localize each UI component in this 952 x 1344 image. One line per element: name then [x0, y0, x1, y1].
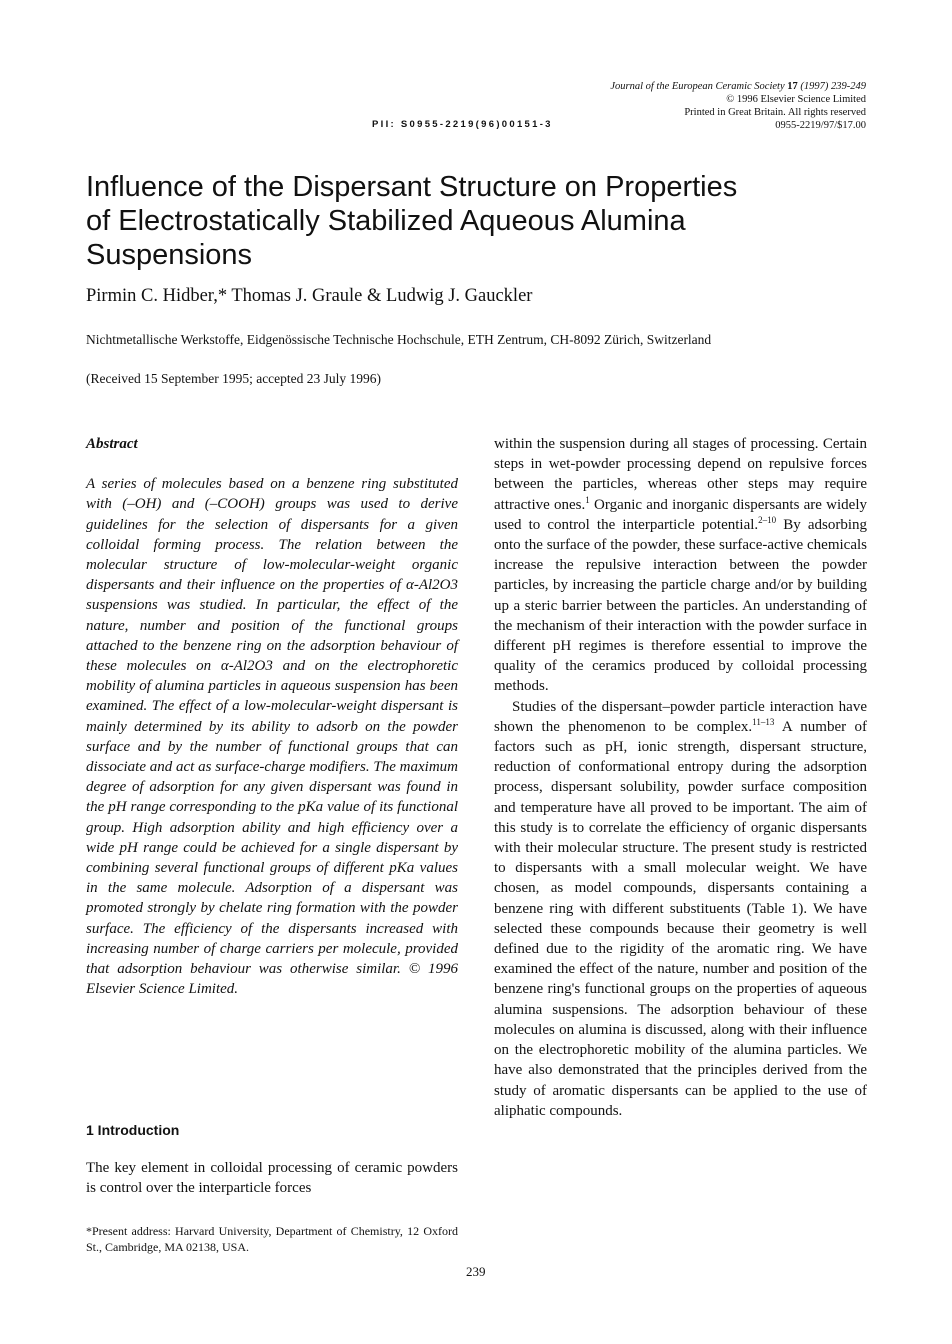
abstract-text: A series of molecules based on a benzene ring substituted with (–OH) and (–COOH) groups was used to derive guidelines for the selection of dispersants for a given colloidal forming process. The relation between the molecular structure of low-molecular-weight organic dispersants and their influence on the properties of α-Al2O3 suspensions was studied. In particular, the effect of the nature, number and position of the functional groups attached to the benzene ring on the adsorption behaviour of these molecules on α-Al2O3 and on the electrophoretic mobility of alumina particles in aqueous suspension has been examined. The effect of a low-molecular-weight dispersant is mainly determined by its ability to adsorb on the powder surface and by the number of functional groups that can dissociate and act as surface-charge modifiers. The maximum degree of adsorption for any given dispersant was found in the pH range corresponding to the pKa value of its functional group. High adsorption ability and high efficiency over a wide pH range could be achieved for a single dispersant by combining several functional groups of different pKa values in the same molecule. Adsorption of a dispersant was promoted strongly by chelate ring formation with the powder surface. The efficiency of the dispersants increased with increasing number of charge carriers per molecule, provided that adsorption behaviour was otherwise similar. © 1996 Elsevier Science Limited. — [86, 476, 458, 998]
authors: Pirmin C. Hidber,* Thomas J. Graule & Ludwig J. Gauckler — [86, 286, 533, 306]
issn-price: 0955-2219/97/$17.00 — [775, 120, 866, 131]
citation-ref: 2–10 — [758, 514, 777, 525]
pii-code: PII: S0955-2219(96)00151-3 — [372, 119, 553, 130]
journal-pages: (1997) 239-249 — [800, 81, 866, 92]
citation-ref: 1 — [585, 494, 590, 505]
journal-header — [610, 80, 866, 132]
left-column — [86, 434, 458, 1197]
introduction-text-left: The key element in colloidal processing of ceramic powders is control over the interparticle forces — [86, 1160, 458, 1197]
page-number: 239 — [466, 1264, 486, 1279]
citation-ref: 11–13 — [752, 716, 775, 727]
journal-volume: 17 — [787, 81, 798, 92]
abstract-heading: Abstract — [86, 436, 138, 452]
title-line: of Electrostatically Stabilized Aqueous Alumina — [86, 205, 686, 237]
right-column — [494, 434, 867, 1121]
paragraph-text: A number of factors such as pH, ionic strength, dispersant structure, reduction of conformational entropy during the adsorption process, dispersant solubility, powder surface composition and temperature have all proved to be important. The aim of this study is to correlate the efficiency of organic dispersants with their molecular structure. The present study is restricted to dispersants with a small molecular weight. We have chosen, as model compounds, dispersants containing a benzene ring with different substituents (Table 1). We have selected these compounds because their geometry is well defined due to the rigidity of the aromatic ring. We have examined the effect of the nature, number and position of the benzene ring's functional groups on the properties of aqueous alumina suspensions. The adsorption behaviour of these molecules on alumina is discussed, along with their influence on the electrophoretic mobility of the alumina particles. We have also demonstrated that the principles derived from the study of aromatic dispersants can be applied to the use of aliphatic compounds. — [494, 718, 867, 1119]
introduction-paragraph — [494, 697, 867, 1121]
footnote: *Present address: Harvard University, Department of Chemistry, 12 Oxford St., Cambridge, MA 02138, USA. — [86, 1224, 458, 1254]
paragraph-text: within the suspension during all stages of processing. Certain steps in wet-powder processing depend on repulsive forces between the particles, whereas other steps may require attractive ones. — [494, 436, 867, 513]
title-line: Suspensions — [86, 239, 253, 271]
journal-citation — [610, 80, 866, 93]
copyright-line: © 1996 Elsevier Science Limited — [726, 94, 866, 105]
affiliation: Nichtmetallische Werkstoffe, Eidgenössische Technische Hochschule, ETH Zentrum, CH-8092 Zürich, Switzerland — [86, 332, 712, 347]
introduction-paragraph — [494, 434, 867, 697]
received-dates: (Received 15 September 1995; accepted 23 July 1996) — [86, 371, 382, 386]
paper-title — [86, 170, 866, 272]
paragraph-text: Organic and inorganic dispersants are widely used to control the interparticle potential. — [494, 496, 867, 533]
paragraph-text: Studies of the dispersant–powder particle interaction have shown the phenomenon to be complex. — [494, 698, 867, 735]
journal-name: Journal of the European Ceramic Society — [610, 81, 785, 92]
section-heading-introduction: 1 Introduction — [86, 1122, 180, 1138]
printed-line: Printed in Great Britain. All rights reserved — [684, 107, 866, 118]
title-line: Influence of the Dispersant Structure on Properties — [86, 171, 738, 203]
paragraph-text: By adsorbing onto the surface of the powder, these surface-active chemicals increase the repulsive interaction between the powder particles, by increasing the particle charge and/or by building up a steric barrier between the particles. An understanding of the mechanism of their interaction with the powder surface in different pH regimes is therefore essential to improve the quality of the ceramics produced by colloidal processing methods. — [494, 516, 867, 695]
